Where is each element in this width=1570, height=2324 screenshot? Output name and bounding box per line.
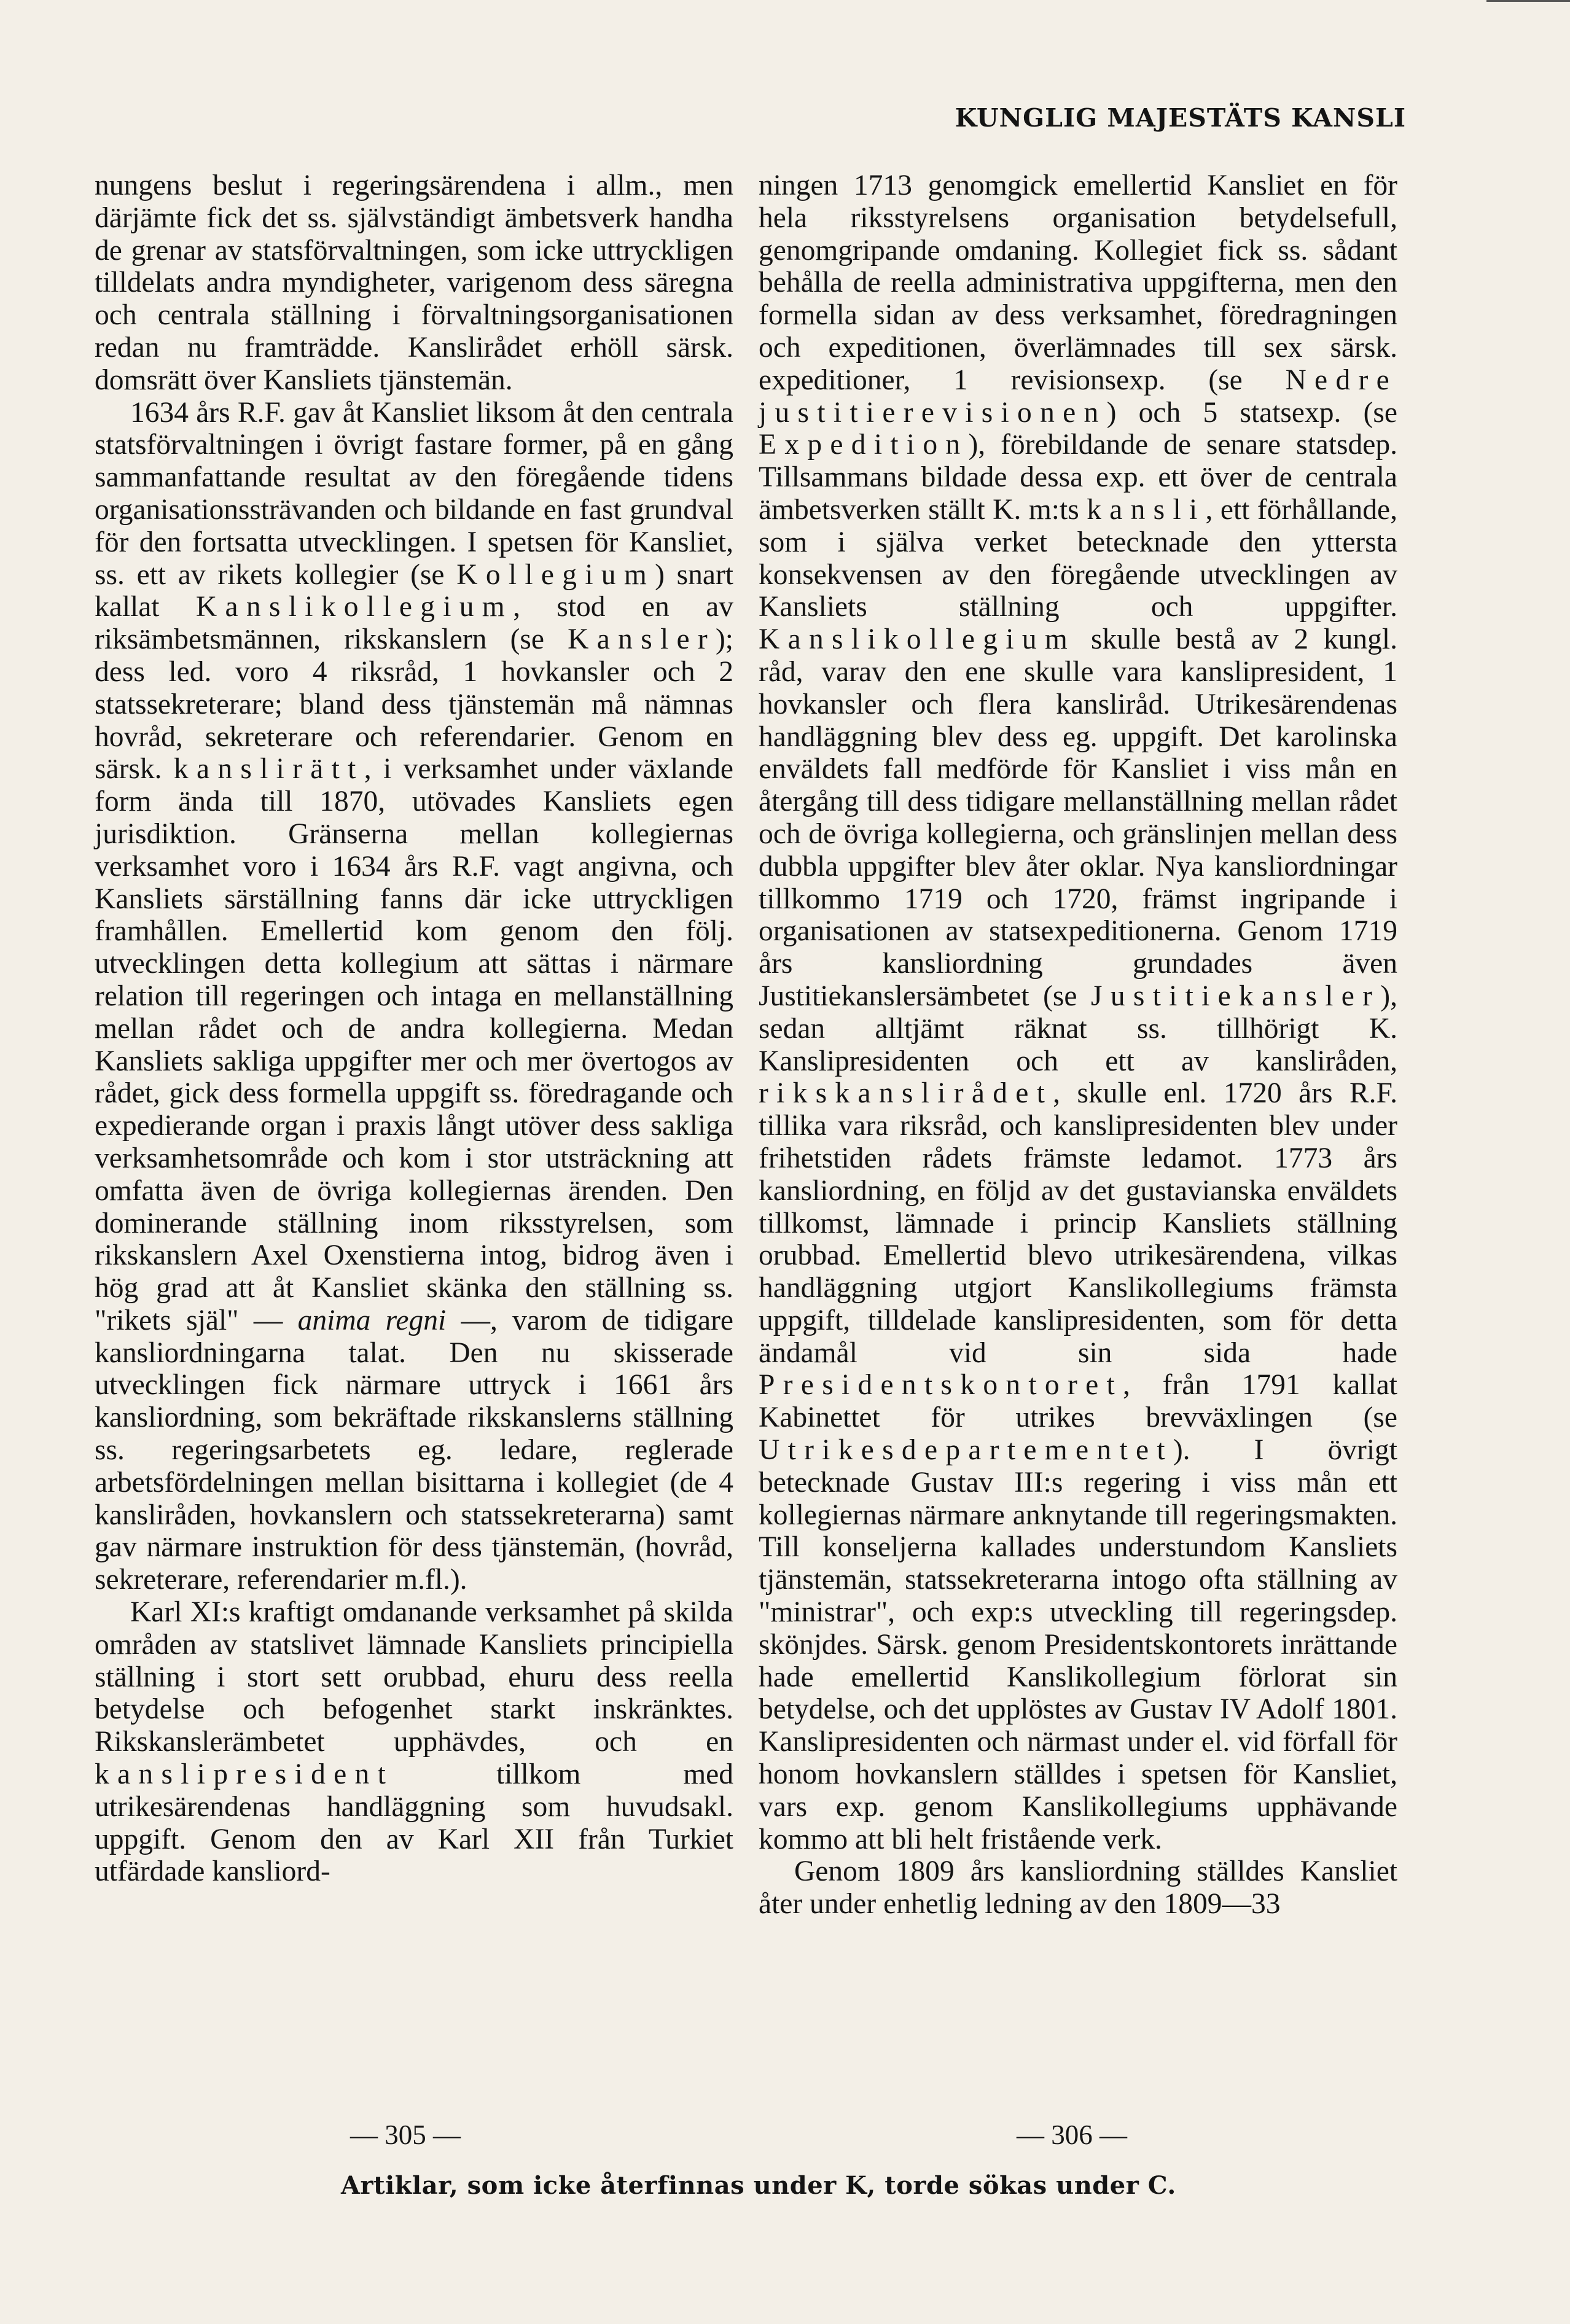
spaced-keyword: Kanslikollegium	[195, 591, 514, 623]
spaced-keyword: rikskanslirådet	[759, 1077, 1053, 1110]
spaced-keyword: Kanslikollegium	[759, 623, 1076, 656]
left-column	[95, 170, 733, 1888]
paragraph: Karl XI:s kraftigt omdanande verksamhet på skilda områden av statslivet lämnade Kansliets principiella ställning i stort sett orubbad, ehuru dess reella betydelse och befogenhet starkt inskränktes. Rikskanslerämbetet upphävdes, och en kanslipresident tillkom med utrikesärendenas handläggning som huvudsakl. uppgift. Genom den av Karl XII från Turkiet utfärdade kansliord-	[95, 1596, 733, 1888]
spaced-keyword: kanslirätt	[173, 753, 364, 786]
paragraph: 1634 års R.F. gav åt Kansliet liksom åt den centrala statsförvaltningen i övrigt fastare former, på en gång sammanfattande resultat av den föregående tidens organisationssträvanden och bildande en fast grundval för den fortsatta utvecklingen. I spetsen för Kansliet, ss. ett av rikets kollegier (se Kollegium) snart kallat Kanslikollegium, stod en av riksämbetsmännen, rikskanslern (se Kansler); dess led. voro 4 riksråd, 1 hovkansler och 2 statssekreterare; bland dess tjänstemän må nämnas hovråd, sekreterare och referendarier. Genom en särsk. kanslirätt, i verksamhet under växlande form ända till 1870, utövades Kansliets egen jurisdiktion. Gränserna mellan kollegiernas verksamhet voro i 1634 års R.F. vagt angivna, och Kansliets särställning fanns där icke uttryckligen framhållen. Emellertid kom genom den följ. utvecklingen detta kollegium att sättas i närmare relation till regeringen och intaga en mellanställning mellan rådet och de andra kollegierna. Medan Kansliets sakliga uppgifter mer och mer övertogos av rådet, gick dess formella uppgift ss. föredragande och expedierande organ i praxis långt utöver dess sakliga verksamhetsområde och kom i stor utsträckning att omfatta även de övriga kollegiernas ärenden. Den dominerande ställning inom riksstyrelsen, som rikskanslern Axel Oxenstierna intog, bidrog även i hög grad att åt Kansliet skänka den ställning ss. "rikets själ" — anima regni —, varom de tidigare kansliordningarna talat. Den nu skisserade utvecklingen fick närmare uttryck i 1661 års kansliordning, som bekräftade rikskanslerns ställning ss. regeringsarbetets eg. ledare, reglerade arbetsfördelningen mellan bisittarna i kollegiet (de 4 kansliråden, hovkanslern och statssekreterarna) samt gav närmare instruktion för dess tjänstemän, (hovråd, sekreterare, referendarier m.fl.).	[95, 396, 733, 1596]
spaced-keyword: Utrikesdepartementet	[759, 1434, 1173, 1467]
spaced-keyword: Expedition	[759, 429, 969, 461]
spaced-keyword: kanslipresident	[95, 1758, 394, 1791]
running-head: KUNGLIG MAJESTÄTS KANSLI	[955, 103, 1406, 133]
italic-phrase: anima regni	[297, 1304, 447, 1336]
footer-note: Artiklar, som icke återfinnas under K, torde sökas under C.	[341, 2171, 1176, 2200]
spaced-keyword: Justitiekansler	[1091, 980, 1381, 1012]
paragraph: Genom 1809 års kansliordning ställdes Kansliet åter under enhetlig ledning av den 1809—33	[759, 1855, 1397, 1920]
spaced-keyword: Kansler	[568, 623, 716, 656]
top-edge-mark	[1486, 0, 1570, 2]
spaced-keyword: Nedre justitierevisionen	[759, 364, 1397, 429]
spaced-keyword: Kollegium	[456, 558, 655, 591]
paragraph: nungens beslut i regeringsärendena i allm., men därjämte fick det ss. självständigt ämbetsverk handha de grenar av statsförvaltningen, som icke uttryckligen tilldelats andra myndigheter, varigenom dess säregna och centrala ställning i förvaltningsorganisationen redan nu framträdde. Kanslirådet erhöll särsk. domsrätt över Kansliets tjänstemän.	[95, 170, 733, 396]
right-column	[759, 170, 1397, 1920]
spaced-keyword: Presidentskontoret	[759, 1369, 1123, 1402]
page-number-right: — 306 —	[1017, 2119, 1127, 2150]
page-number-left: — 305 —	[350, 2119, 461, 2150]
paragraph: ningen 1713 genomgick emellertid Kansliet en för hela riksstyrelsens organisation betydelsefull, genomgripande omdaning. Kollegiet fick ss. sådant behålla de reella administrativa uppgifterna, men den formella sidan av dess verksamhet, föredragningen och expeditionen, överlämnades till sex särsk. expeditioner, 1 revisionsexp. (se Nedre justitierevisionen) och 5 statsexp. (se Expedition), förebildande de senare statsdep. Tillsammans bildade dessa exp. ett över de centrala ämbetsverken ställt K. m:ts kansli, ett förhållande, som i själva verket betecknade den yttersta konsekvensen av den föregående utvecklingen av Kansliets ställning och uppgifter. Kanslikollegium skulle bestå av 2 kungl. råd, varav den ene skulle vara kanslipresident, 1 hovkansler och flera kansliråd. Utrikesärendenas handläggning blev dess eg. uppgift. Det karolinska enväldets fall medförde för Kansliet i viss mån en återgång till dess tidigare mellanställning mellan rådet och de övriga kollegierna, och gränslinjen mellan dess dubbla uppgifter blev åter oklar. Nya kansliordningar tillkommo 1719 och 1720, främst ingripande i organisationen av statsexpeditionerna. Genom 1719 års kansliordning grundades även Justitiekanslersämbetet (se Justitiekansler), sedan alltjämt räknat ss. tillhörigt K. Kanslipresidenten och ett av kansliråden, rikskanslirådet, skulle enl. 1720 års R.F. tillika vara riksråd, och kanslipresidenten blev under frihetstiden rådets främste ledamot. 1773 års kansliordning, en följd av det gustavianska enväldets tillkomst, lämnade i princip Kansliets ställning orubbad. Emellertid blevo utrikesärendena, vilkas handläggning utgjort Kanslikollegiums främsta uppgift, tilldelade kanslipresidenten, som för detta ändamål vid sin sida hade Presidentskontoret, från 1791 kallat Kabinettet för utrikes brevväxlingen (se Utrikesdepartementet). I övrigt betecknade Gustav III:s regering i viss mån ett kollegiernas närmare anknytande till regeringsmakten. Till konseljerna kallades understundom Kansliets tjänstemän, statssekreterarna intogo ofta ställning av "ministrar", och exp:s utveckling till regeringsdep. skönjdes. Särsk. genom Presidentskontorets inrättande hade emellertid Kanslikollegium förlorat sin betydelse, och det upplöstes av Gustav IV Adolf 1801. Kanslipresidenten och närmast under el. vid förfall för honom hovkanslern ställdes i spetsen för Kansliet, vars exp. genom Kanslikollegiums upphävande kommo att bli helt fristående verk.	[759, 170, 1397, 1855]
spaced-keyword: kansli	[1087, 493, 1206, 526]
